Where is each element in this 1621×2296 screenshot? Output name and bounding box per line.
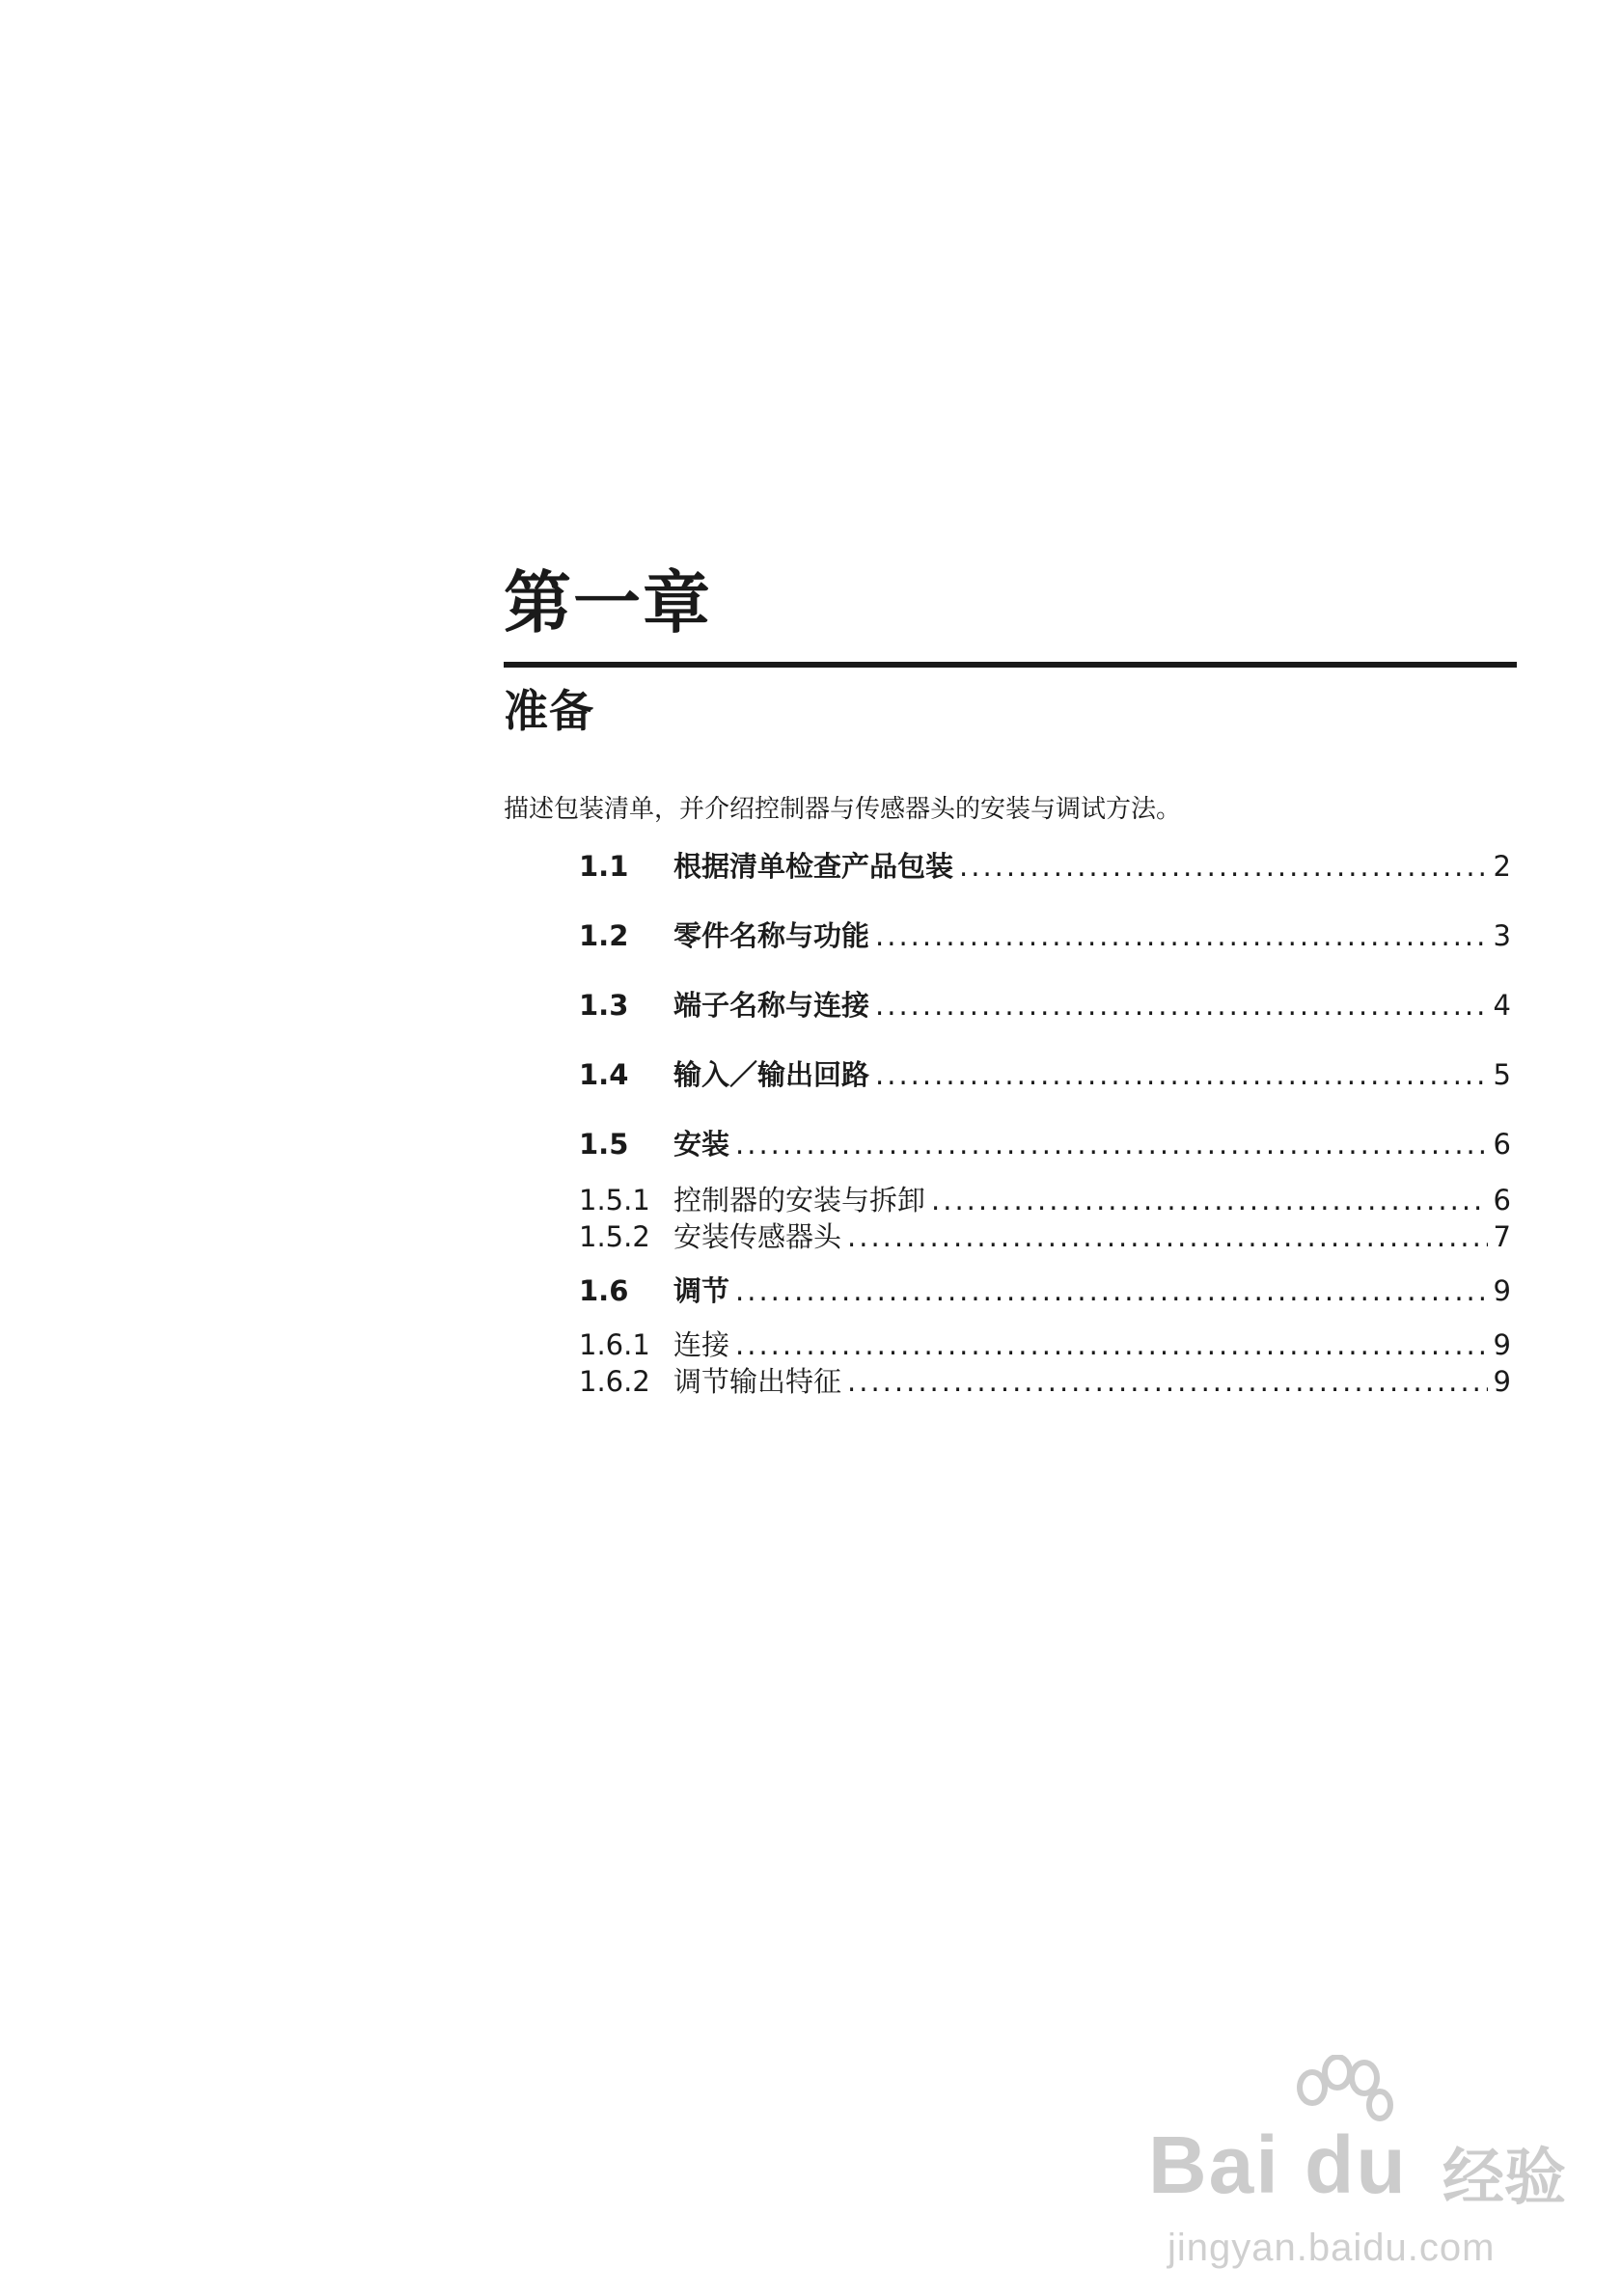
toc-entry-1-5-2[interactable]	[579, 1220, 1511, 1253]
toc-title: 根据清单检查产品包装	[673, 850, 954, 883]
toc-number: 1.6	[579, 1274, 629, 1307]
toc-title: 调节输出特征	[673, 1365, 842, 1398]
toc-entry-1-6[interactable]	[579, 1274, 1511, 1307]
toc-page: 6	[1493, 1184, 1511, 1216]
toc-entry-1-4[interactable]	[579, 1058, 1511, 1091]
toc-title: 控制器的安装与拆卸	[673, 1184, 926, 1216]
toc-title: 安装	[673, 1128, 730, 1161]
toc-entry-1-2[interactable]	[579, 919, 1511, 952]
toc-leader	[875, 922, 1488, 950]
toc-title: 安装传感器头	[673, 1220, 842, 1253]
toc-leader	[735, 1277, 1488, 1305]
toc-title: 零件名称与功能	[673, 919, 870, 952]
toc-page: 5	[1493, 1058, 1511, 1091]
toc-entry-1-1[interactable]	[579, 850, 1511, 883]
toc-entry-1-6-2[interactable]	[579, 1365, 1511, 1398]
toc-number: 1.5.1	[579, 1184, 650, 1216]
toc-leader	[735, 1331, 1488, 1359]
toc-page: 4	[1493, 989, 1511, 1022]
toc-leader	[875, 992, 1488, 1020]
toc-leader	[847, 1368, 1488, 1396]
toc-number: 1.6.1	[579, 1328, 650, 1361]
toc-page: 7	[1493, 1220, 1511, 1253]
toc-number: 1.4	[579, 1058, 629, 1091]
toc-page: 2	[1493, 850, 1511, 883]
toc-page: 3	[1493, 919, 1511, 952]
toc-leader	[735, 1131, 1488, 1159]
chapter-intro: 描述包装清单，并介绍控制器与传感器头的安装与调试方法。	[504, 795, 1182, 824]
toc-title: 连接	[673, 1328, 730, 1361]
toc-number: 1.1	[579, 850, 629, 883]
chapter-header	[504, 563, 1517, 824]
chapter-divider	[504, 662, 1517, 668]
toc-number: 1.3	[579, 989, 629, 1022]
toc-number: 1.5	[579, 1128, 629, 1161]
toc-entry-1-6-1[interactable]	[579, 1328, 1511, 1361]
watermark-product: 经验	[1442, 2143, 1566, 2214]
toc-entry-1-5-1[interactable]	[579, 1184, 1511, 1216]
chapter-subtitle: 准备	[504, 685, 594, 737]
toc-leader	[875, 1061, 1488, 1089]
toc-number: 1.6.2	[579, 1365, 650, 1398]
toc-page: 9	[1493, 1328, 1511, 1361]
toc-number: 1.5.2	[579, 1220, 650, 1253]
watermark-brand: Bai du	[1148, 2119, 1408, 2210]
toc-leader	[931, 1187, 1488, 1215]
watermark-url: jingyan.baidu.com	[1168, 2227, 1496, 2269]
toc-leader	[847, 1223, 1488, 1251]
toc-page: 9	[1493, 1365, 1511, 1398]
toc-leader	[959, 853, 1488, 881]
toc-entry-1-5[interactable]	[579, 1128, 1511, 1161]
toc-title: 端子名称与连接	[673, 989, 870, 1022]
toc-title: 调节	[673, 1274, 730, 1307]
toc-page: 9	[1493, 1274, 1511, 1307]
baidu-jingyan-watermark	[1148, 2055, 1573, 2277]
toc-number: 1.2	[579, 919, 629, 952]
toc-title: 输入／输出回路	[673, 1058, 870, 1091]
toc-entry-1-3[interactable]	[579, 989, 1511, 1022]
chapter-title: 第一章	[504, 563, 712, 642]
toc-page: 6	[1493, 1128, 1511, 1161]
